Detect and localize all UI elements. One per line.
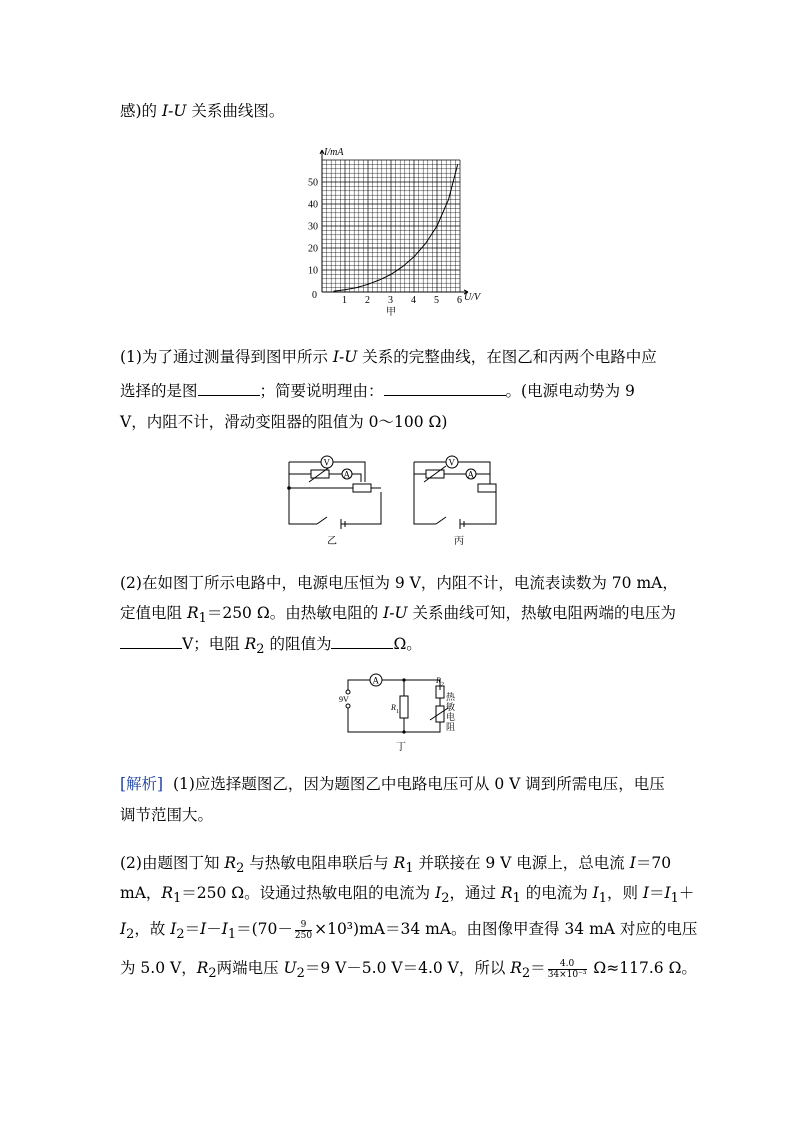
a-l4-e: ，则 [606,884,643,902]
q1-blank-choice[interactable] [198,381,260,396]
q2-line2 [120,603,676,629]
a-l4-r1: R [161,884,174,902]
a-l6-u2: U [283,959,297,977]
graph-grid [322,160,460,292]
q2-text-f: 的阻值为 [264,635,332,653]
y-tick-labels [308,178,318,277]
q2-text-a: (2)在如图丁所示电路中，电源电压恒为 9 V，内阻不计，电流表读数为 70 mA， [120,574,678,592]
a-l5-i2b-sub: 2 [176,927,185,943]
a-l4-i1b: I [664,884,671,902]
a-l5-frac-den: 250 [294,930,313,941]
intro-post: 关系曲线图。 [186,102,285,120]
a-l6-frac-num: 4.0 [548,959,587,970]
q2-r2: R [244,635,257,653]
intro-line [120,101,284,121]
x-tick-labels [342,295,462,306]
a-l4-r1b: R [500,884,513,902]
yi-ammeter: A [343,469,350,480]
a-l6-r2b: R [510,959,522,977]
thermistor-char-1: 热 [446,692,456,702]
x-tick-label: 4 [411,295,416,306]
circuit-bing [408,452,513,547]
a-l4-i1-sub: 1 [598,891,607,907]
circuit-ding [330,670,460,758]
a-l3-r1-sub: 1 [405,861,414,877]
x-tick-label: 3 [388,295,393,306]
a-l4-i2-sub: 2 [441,891,450,907]
a-l3-d: ＝70 [635,854,672,872]
a-l5-i2b: I [170,920,177,938]
x-tick-label: 6 [457,295,462,306]
a-l5-minus: － [206,920,222,938]
y-tick-label: 20 [308,243,318,255]
circuit-yi [283,452,388,547]
analysis-p1-a: (1)应选择题图乙，因为题图乙中电路电压可从 0 V 调到所需电压，电压 [172,775,665,793]
q1-line1 [120,347,657,367]
a-l4-i: I [642,884,650,902]
a-l4-a: mA， [120,884,162,902]
bing-ammeter: A [467,469,474,480]
analysis-line2 [120,805,213,825]
analysis-line1 [120,774,665,794]
q2-line3 [120,634,422,660]
a-l6-frac-den: 34×10⁻³ [547,969,587,980]
a-l3-b: 与热敏电阻串联后与 [244,854,394,872]
q2-r1-sub: 1 [198,611,207,627]
thermistor-char-2: 敏 [446,702,456,712]
q1-var: I-U [332,348,358,366]
thermistor-char-3: 电 [446,712,456,722]
a-l6-c: ＝9 V－5.0 V＝4.0 V，所以 [304,959,511,977]
a-l6-frac [548,959,587,980]
q1-text-c: 选择的是图 [120,382,198,400]
q2-text-g: Ω。 [393,635,422,653]
q1-line2 [120,381,635,401]
a-l6-eq: ＝ [530,959,546,977]
a-l6-r2-sub: 2 [208,966,217,982]
ding-r2-sub: 2 [441,682,444,688]
a-l6-d: Ω≈117.6 Ω。 [588,959,697,977]
a-l6-r2: R [196,959,209,977]
a-l5-i: I [200,920,207,938]
q1-blank-reason[interactable] [384,381,506,396]
a-l4-b: ＝250 Ω。设通过热敏电阻的电流为 [181,884,436,902]
a-l3-a: (2)由题图丁知 [120,854,225,872]
ding-source-label: 9V [339,695,349,704]
a-l5-frac-num: 9 [295,920,312,931]
a-l5-i1-sub: 1 [227,927,237,943]
x-tick-label: 5 [434,295,439,306]
q2-r2-sub: 2 [256,642,265,658]
a-l3-c: 并联接在 9 V 电源上，总电流 [413,854,630,872]
caption-ding: 丁 [396,742,406,753]
a-l3-i: I [629,854,636,872]
x-tick-label: 2 [365,295,370,306]
x-axis-label: U/V [464,292,481,303]
analysis-p1-b: 调节范围大。 [120,806,214,824]
analysis-line4 [120,883,694,909]
a-l3-r1: R [393,854,406,872]
q2-var: I-U [383,604,408,622]
analysis-line6 [120,958,697,984]
q1-text-b: 关系的完整曲线，在图乙和丙两个电路中应 [357,348,657,366]
a-l5-a: ，故 [134,920,171,938]
ding-ammeter: A [372,675,379,686]
intro-var: I-U [161,102,187,120]
a-l4-eq: ＝ [649,884,665,902]
q2-blank-resistance[interactable] [331,634,393,649]
q2-blank-voltage[interactable] [120,634,182,649]
analysis-line3 [120,853,671,879]
y-tick-label: 40 [308,199,318,211]
q1-text-d: ；简要说明理由： [259,382,384,400]
a-l4-c: ，通过 [449,884,501,902]
a-l4-i2: I [435,884,442,902]
a-l4-plus: ＋ [678,884,695,902]
a-l6-b: 两端电压 [216,959,284,977]
y-tick-label: 10 [308,265,318,277]
q2-text-d: 关系曲线可知，热敏电阻两端的电压为 [407,604,676,622]
caption-bing: 丙 [454,536,464,547]
q2-text-e: V；电阻 [182,635,245,653]
y-tick-label: 50 [308,177,318,189]
a-l3-r2: R [224,854,237,872]
graph-caption: 甲 [386,307,396,318]
caption-yi: 乙 [327,536,337,547]
a-l4-i1: I [592,884,599,902]
q1-text-e: 。(电源电动势为 9 [505,382,635,400]
a-l5-i1: I [221,920,228,938]
a-l5-c: ×10³)mA＝34 mA。由图像甲查得 34 mA 对应的电压 [314,920,698,938]
yi-voltmeter: V [323,457,330,468]
origin-label: 0 [312,290,317,301]
iu-curve-graph [300,142,500,322]
ding-r1-sub: 1 [396,709,399,715]
a-l5-eq: ＝ [184,920,201,938]
a-l6-r2b-sub: 2 [521,966,531,982]
a-l5-b: ＝(70－ [236,920,293,938]
q2-r1: R [186,604,199,622]
a-l6-a: 为 5.0 V， [120,959,197,977]
bing-voltmeter: V [448,457,455,468]
a-l4-i1b-sub: 1 [670,891,679,907]
analysis-line5 [120,919,697,945]
ding-r2-label: R [436,676,441,685]
a-l3-r2-sub: 2 [236,861,245,877]
ding-r1-label: R [391,703,396,712]
a-l4-d: 的电流为 [520,884,593,902]
thermistor-char-4: 阻 [446,722,456,732]
y-axis-label: I/mA [324,147,344,158]
a-l5-i2-sub: 2 [126,927,135,943]
analysis-tag: [解析] [120,775,164,793]
a-l5-i2: I [120,920,127,938]
x-tick-label: 1 [342,295,347,306]
a-l4-r1-sub: 1 [173,891,182,907]
a-l6-u2-sub: 2 [296,966,305,982]
q1-text-a: (1)为了通过测量得到图甲所示 [120,348,333,366]
q1-line3 [120,412,447,432]
q2-line1 [120,573,678,593]
intro-pre: 感)的 [120,102,162,120]
a-l5-frac [295,920,312,941]
q1-text-f: V，内阻不计，滑动变阻器的阻值为 0～100 Ω) [120,413,448,431]
a-l4-r1b-sub: 1 [512,891,521,907]
q2-text-c: ＝250 Ω。由热敏电阻的 [206,604,384,622]
q2-text-b: 定值电阻 [120,604,187,622]
y-tick-label: 30 [308,221,318,233]
